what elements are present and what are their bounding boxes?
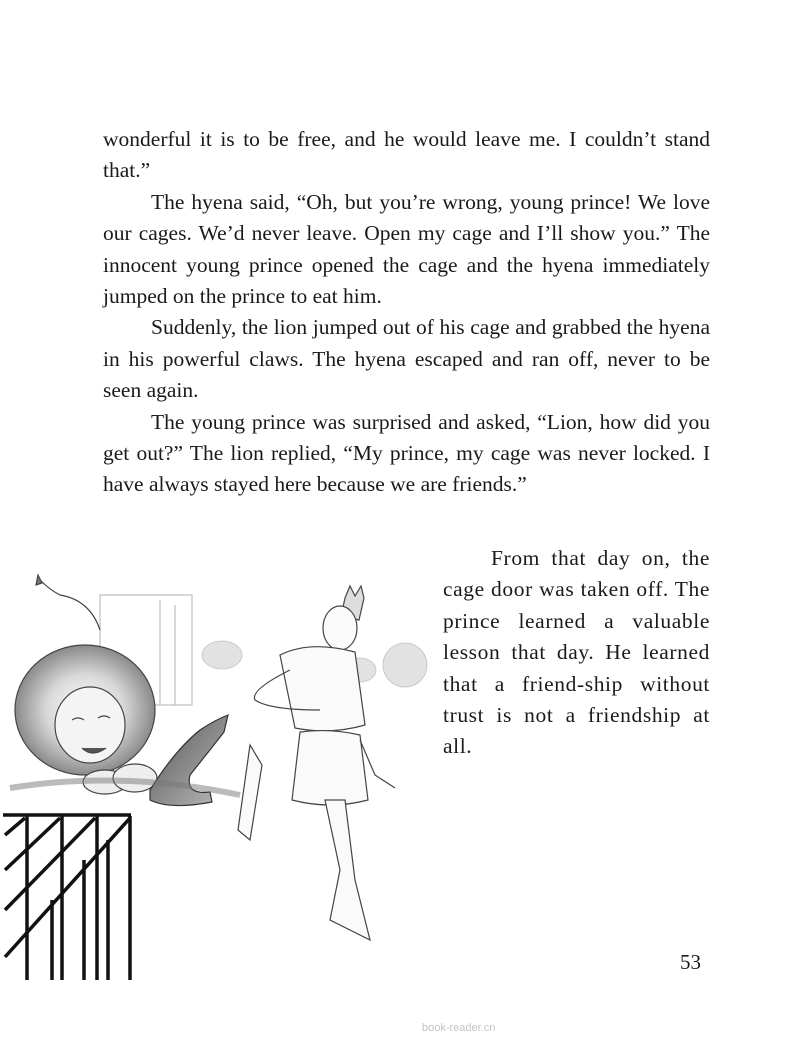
prince [238, 586, 395, 940]
paragraph-2: The hyena said, “Oh, but you’re wrong, young prince! We love our cages. We’d never leave. Open my cage and I’ll show you.” The innocent young prince opened the cage and the hyena immediately jumped on the prince to eat him. [103, 189, 710, 309]
paragraph-4: The young prince was surprised and asked, “Lion, how did you get out?” The lion replied, “My prince, my cage was never locked. I have always stayed here because we are friends.” [103, 409, 710, 497]
lion [15, 575, 157, 794]
side-text [443, 543, 710, 763]
page-number: 53 [680, 950, 701, 974]
paragraph-1: wonderful it is to be free, and he would leave me. I couldn’t stand that.” [103, 127, 710, 183]
lion-prince-illustration [0, 560, 430, 980]
cage [3, 815, 131, 980]
closing-paragraph: From that day on, the cage door was taken off. The prince learned a valuable lesson that day. He learned that a friend-ship without trust is not a friendship at all. [443, 546, 710, 759]
paragraph-3: Suddenly, the lion jumped out of his cage and grabbed the hyena in his powerful claws. The hyena escaped and ran off, never to be seen again. [103, 315, 710, 403]
watermark: book-reader.cn [422, 1022, 496, 1034]
main-text [103, 124, 710, 501]
